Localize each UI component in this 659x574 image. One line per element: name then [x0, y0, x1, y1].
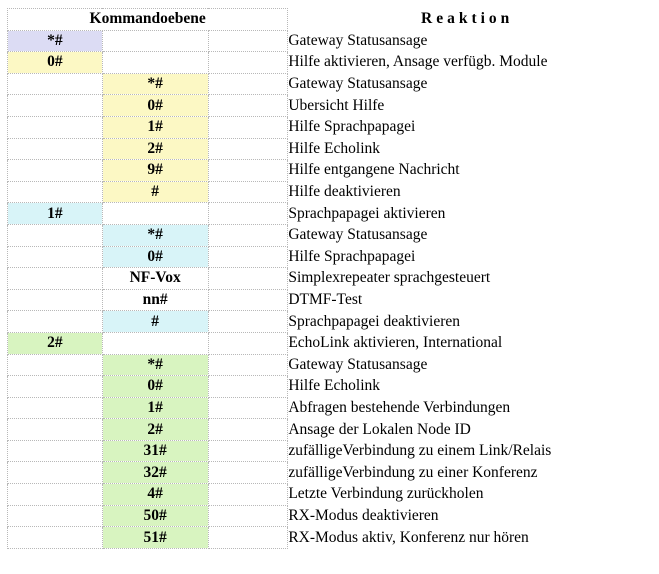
level1-cell — [8, 354, 103, 376]
command-rows — [8, 30, 647, 548]
reaction-text: Gateway Statusansage — [288, 355, 428, 373]
command-code: 2# — [102, 138, 208, 160]
level3-cell — [208, 462, 288, 484]
table-row — [8, 484, 647, 506]
command-code: 9# — [102, 160, 208, 182]
command-code: 51# — [102, 527, 208, 549]
level3-cell — [208, 268, 288, 290]
table-row — [8, 505, 647, 527]
level1-cell — [8, 484, 103, 506]
command-code: 0# — [102, 376, 208, 398]
reaction-text: Ubersicht Hilfe — [288, 96, 385, 114]
level1-cell — [8, 376, 103, 398]
level1-cell — [8, 246, 103, 268]
level3-cell — [208, 484, 288, 506]
command-code: 2# — [102, 419, 208, 441]
table-row — [8, 354, 647, 376]
reaction-text: zufälligeVerbindung zu einer Konferenz — [288, 463, 538, 481]
level2-cell — [102, 52, 208, 74]
reaction-text: Ansage der Lokalen Node ID — [288, 420, 471, 438]
level3-cell — [208, 354, 288, 376]
table-row — [8, 160, 647, 182]
reaction-text: Gateway Statusansage — [288, 226, 428, 244]
level2-cell — [102, 203, 208, 225]
reaction-text: EchoLink aktivieren, International — [288, 334, 503, 352]
reaction-text: Letzte Verbindung zurückholen — [288, 485, 484, 503]
table-row — [8, 30, 647, 52]
command-code: NF-Vox — [102, 268, 208, 290]
table-row — [8, 73, 647, 95]
command-code: *# — [102, 224, 208, 246]
table-row — [8, 289, 647, 311]
reaction-text: RX-Modus deaktivieren — [288, 506, 439, 524]
reaction-text: Sprachpapagei aktivieren — [288, 204, 446, 222]
level3-cell — [208, 181, 288, 203]
command-code: 1# — [102, 397, 208, 419]
level3-cell — [208, 224, 288, 246]
table-row — [8, 397, 647, 419]
command-table-page — [7, 8, 647, 549]
level2-cell — [102, 30, 208, 52]
table-row — [8, 268, 647, 290]
table-row — [8, 116, 647, 138]
command-code: 0# — [102, 95, 208, 117]
reaction-text: RX-Modus aktiv, Konferenz nur hören — [288, 528, 529, 546]
table-row — [8, 95, 647, 117]
reaction-text: Hilfe entgangene Nachricht — [288, 161, 460, 179]
level3-cell — [208, 30, 288, 52]
level3-cell — [208, 505, 288, 527]
level1-cell — [8, 462, 103, 484]
level1-cell — [8, 160, 103, 182]
command-code: 0# — [8, 52, 103, 74]
level1-cell — [8, 268, 103, 290]
level2-cell — [102, 332, 208, 354]
level1-cell — [8, 289, 103, 311]
reaction-text: Simplexrepeater sprachgesteuert — [288, 269, 491, 287]
command-code: # — [102, 311, 208, 333]
level3-cell — [208, 311, 288, 333]
reaction-text: Hilfe Sprachpapagei — [288, 118, 416, 136]
table-row — [8, 462, 647, 484]
level3-cell — [208, 203, 288, 225]
level1-cell — [8, 116, 103, 138]
command-code: 1# — [8, 203, 103, 225]
header-kommandoebene: Kommandoebene — [8, 9, 288, 31]
level3-cell — [208, 138, 288, 160]
command-table — [7, 8, 647, 549]
reaction-text: Hilfe aktivieren, Ansage verfügb. Module — [288, 53, 548, 71]
reaction-text: Hilfe Echolink — [288, 139, 381, 157]
level1-cell — [8, 181, 103, 203]
command-code: *# — [102, 73, 208, 95]
table-row — [8, 224, 647, 246]
level1-cell — [8, 505, 103, 527]
table-row — [8, 527, 647, 549]
reaction-text: Sprachpapagei deaktivieren — [288, 312, 461, 330]
command-code: # — [102, 181, 208, 203]
level3-cell — [208, 376, 288, 398]
level1-cell — [8, 527, 103, 549]
command-code: 50# — [102, 505, 208, 527]
header-reaktion: Reaktion — [421, 10, 514, 28]
reaction-text: DTMF-Test — [288, 291, 363, 309]
level3-cell — [208, 397, 288, 419]
command-code: *# — [8, 30, 103, 52]
level1-cell — [8, 95, 103, 117]
reaction-text: Gateway Statusansage — [288, 31, 428, 49]
level1-cell — [8, 311, 103, 333]
level1-cell — [8, 440, 103, 462]
level3-cell — [208, 289, 288, 311]
command-code: 0# — [102, 246, 208, 268]
table-row — [8, 440, 647, 462]
command-code: *# — [102, 354, 208, 376]
level3-cell — [208, 419, 288, 441]
command-code: 1# — [102, 116, 208, 138]
level3-cell — [208, 246, 288, 268]
reaction-text: Hilfe deaktivieren — [288, 183, 401, 201]
level3-cell — [208, 95, 288, 117]
level3-cell — [208, 527, 288, 549]
reaction-text: zufälligeVerbindung zu einem Link/Relais — [288, 442, 552, 460]
table-row — [8, 52, 647, 74]
command-code: nn# — [102, 289, 208, 311]
command-code: 4# — [102, 484, 208, 506]
level1-cell — [8, 138, 103, 160]
level3-cell — [208, 332, 288, 354]
table-row — [8, 246, 647, 268]
level1-cell — [8, 397, 103, 419]
level3-cell — [208, 73, 288, 95]
table-row — [8, 419, 647, 441]
reaction-text: Gateway Statusansage — [288, 75, 428, 93]
level3-cell — [208, 160, 288, 182]
command-code: 2# — [8, 332, 103, 354]
table-row — [8, 138, 647, 160]
level1-cell — [8, 419, 103, 441]
reaction-text: Hilfe Sprachpapagei — [288, 247, 416, 265]
command-code: 32# — [102, 462, 208, 484]
level3-cell — [208, 440, 288, 462]
table-row — [8, 181, 647, 203]
reaction-text: Hilfe Echolink — [288, 377, 381, 395]
level1-cell — [8, 224, 103, 246]
level1-cell — [8, 73, 103, 95]
table-row — [8, 376, 647, 398]
command-code: 31# — [102, 440, 208, 462]
table-row — [8, 311, 647, 333]
level3-cell — [208, 52, 288, 74]
level3-cell — [208, 116, 288, 138]
header-row — [8, 9, 647, 31]
table-row — [8, 332, 647, 354]
table-row — [8, 203, 647, 225]
reaction-text: Abfragen bestehende Verbindungen — [288, 398, 511, 416]
